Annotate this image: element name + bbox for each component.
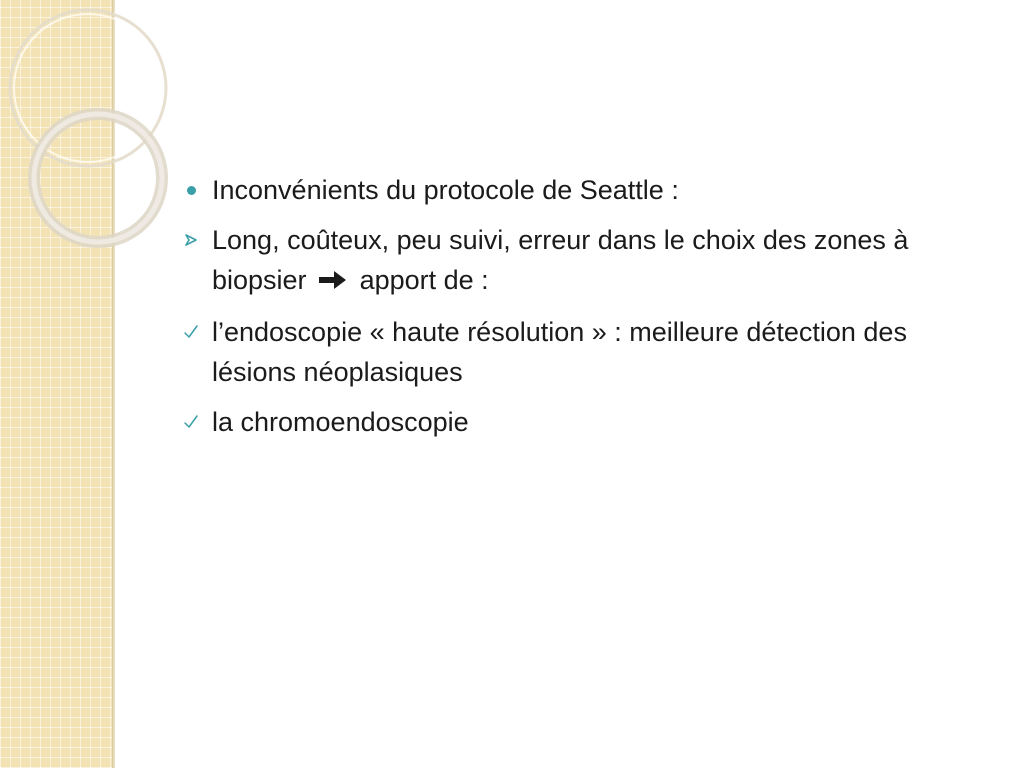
checkmark-icon	[180, 312, 202, 352]
bullet-text: Inconvénients du protocole de Seattle :	[212, 175, 679, 205]
bullet-text: la chromoendoscopie	[212, 407, 469, 437]
dot-bullet-icon	[180, 170, 202, 210]
bullet-text: l’endoscopie « haute résolution » : meilleure détection des lésions néoplasiques	[212, 317, 907, 387]
checkmark-icon	[180, 402, 202, 442]
decorative-rings	[0, 0, 170, 260]
bullet-item-inconvenients	[180, 170, 980, 210]
bold-right-arrow-icon	[318, 262, 348, 302]
bullet-item-chromoendoscopie	[180, 402, 980, 442]
slide-body	[180, 170, 980, 452]
bullet-text-after-arrow: apport de :	[359, 265, 489, 295]
bullet-item-long-couteux	[180, 220, 980, 302]
bullet-text: Long, coûteux, peu suivi, erreur dans le choix des zones à biopsier	[212, 225, 909, 295]
chevron-arrow-icon	[180, 220, 202, 260]
bullet-item-endoscopie	[180, 312, 980, 392]
